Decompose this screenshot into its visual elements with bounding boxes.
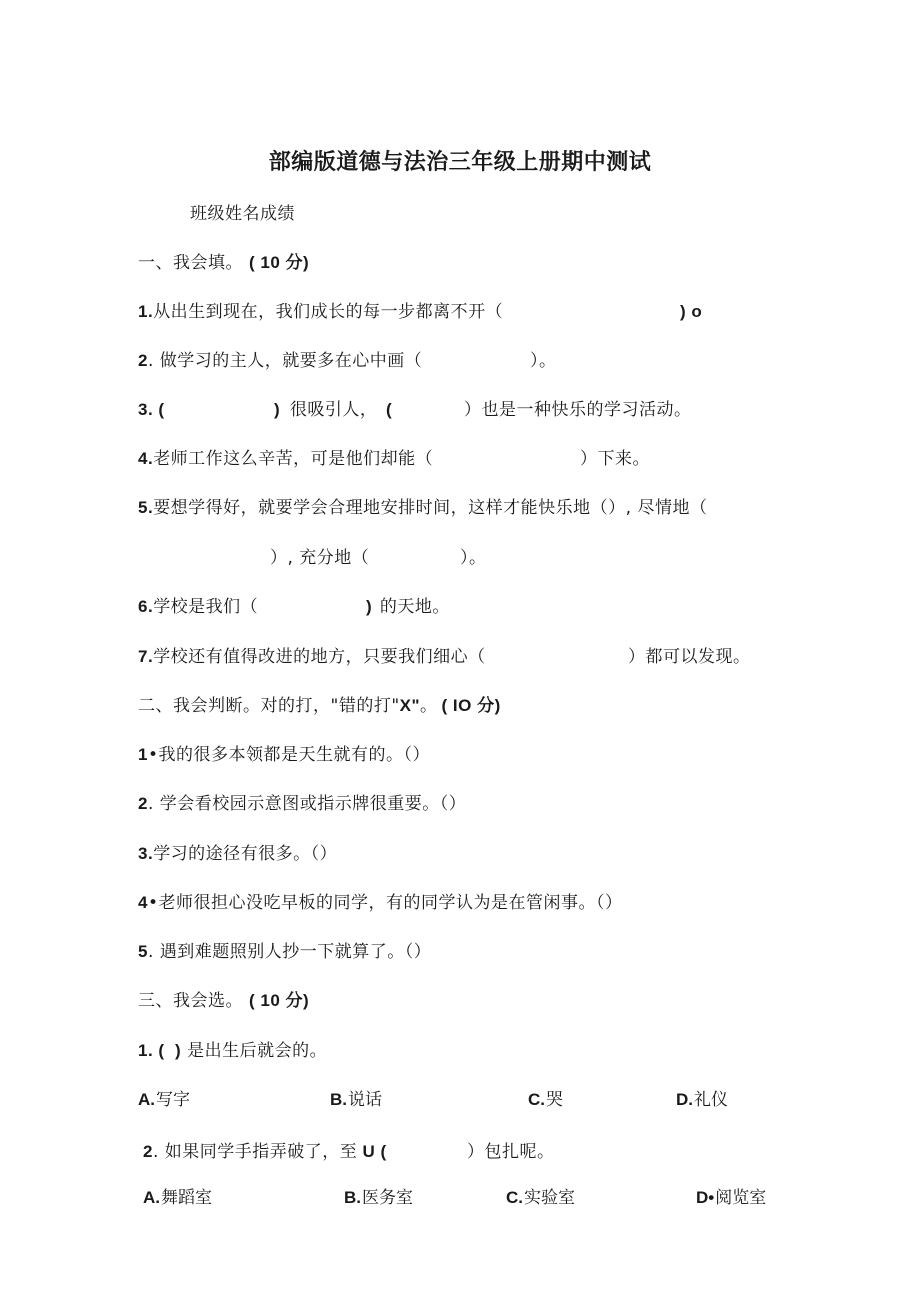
q7-text: 学校还有值得改进的地方，只要我们细心（	[153, 647, 486, 667]
option-b	[330, 1088, 382, 1112]
q4-number: 4.	[138, 449, 154, 468]
option-text: 舞蹈室	[161, 1188, 212, 1208]
section2-item-number: 4	[138, 893, 148, 912]
option-b	[344, 1186, 413, 1210]
option-letter: D•	[696, 1188, 715, 1207]
q1-text: 从出生到现在，我们成长的每一步都离不开（	[153, 302, 504, 322]
q6-bracket-close: )	[366, 597, 373, 616]
section1-q7	[138, 645, 751, 669]
option-c	[506, 1186, 575, 1210]
section2-heading	[138, 694, 501, 718]
option-text: 实验室	[524, 1188, 575, 1208]
section2-item	[138, 743, 430, 767]
section1-q6	[138, 595, 450, 619]
section1-q3	[138, 398, 692, 422]
page-title: 部编版道德与法治三年级上册期中测试	[268, 150, 652, 175]
s3-q2-bold: U (	[357, 1142, 387, 1161]
section3-heading-text: 三、我会选。	[138, 991, 243, 1011]
option-text: 写字	[156, 1090, 190, 1110]
q3-middle-text: 很吸引人，	[284, 400, 378, 420]
student-info-line: 班级姓名成绩	[190, 204, 295, 224]
q2-text: . 做学习的主人，就要多在心中画（	[147, 351, 423, 371]
option-letter: B.	[330, 1090, 347, 1109]
section3-q2	[143, 1140, 555, 1164]
section2-heading-text: 二、我会判断。对的打，"错的打"	[138, 696, 400, 716]
s3-q2-text: . 如果同学手指弄破了，至	[152, 1142, 358, 1162]
section1-q4	[138, 447, 650, 471]
q6-number: 6.	[138, 597, 154, 616]
q3-number: 3. (	[138, 400, 165, 419]
section3-heading	[138, 989, 309, 1013]
q1-end: ) o	[680, 302, 703, 321]
section3-heading-score: ( 10 分)	[249, 991, 310, 1010]
section1-q5-continued	[270, 546, 487, 570]
option-a	[143, 1186, 212, 1210]
q3-bracket-open: (	[386, 400, 393, 419]
s3-q1-number: 1. ( )	[138, 1041, 182, 1060]
q3-bracket-close: )	[274, 400, 281, 419]
q5-number: 5.	[138, 498, 154, 517]
section2-item	[138, 940, 431, 964]
q5-continuation-b: ）。	[460, 548, 487, 568]
section2-item-number: 1	[138, 745, 148, 764]
q7-number: 7.	[138, 647, 154, 666]
section1-q2	[138, 349, 557, 373]
section1-heading-score: ( 10 分)	[249, 253, 310, 272]
section1-q1	[138, 300, 703, 324]
option-text: 阅览室	[715, 1188, 767, 1208]
option-text: 医务室	[362, 1188, 413, 1208]
q4-text: 老师工作这么辛苦，可是他们却能（	[153, 449, 434, 469]
section2-item-number: 2	[138, 794, 148, 813]
q1-number: 1.	[138, 302, 154, 321]
q6-end: 的天地。	[374, 597, 450, 617]
section2-item-text: 学习的途径有很多。（）	[153, 844, 338, 864]
option-letter: C.	[528, 1090, 545, 1109]
q4-end: ）下来。	[580, 449, 650, 469]
s3-q2-end: ）包扎呢。	[467, 1142, 555, 1162]
option-letter: A.	[143, 1188, 160, 1207]
section1-q5	[138, 496, 708, 520]
option-text: 哭	[546, 1090, 563, 1110]
section2-item	[138, 842, 337, 866]
section1-heading-text: 一、我会填。	[138, 253, 243, 273]
section2-item-number: 3.	[138, 844, 154, 863]
option-d	[676, 1088, 728, 1112]
section2-item	[138, 792, 466, 816]
section2-heading-bold: X"	[399, 696, 421, 715]
q2-end: ）。	[530, 351, 557, 371]
section2-item-text: •老师很担心没吃早板的同学，有的同学认为是在管闲事。（）	[147, 893, 623, 913]
option-letter: B.	[344, 1188, 361, 1207]
option-d	[696, 1186, 766, 1210]
option-letter: A.	[138, 1090, 155, 1109]
section2-item	[138, 891, 623, 915]
section2-item-text: •我的很多本领都是天生就有的。（）	[147, 745, 430, 765]
q6-text: 学校是我们（	[153, 597, 259, 617]
option-text: 说话	[348, 1090, 382, 1110]
section2-item-text: . 学会看校园示意图或指示牌很重要。（）	[147, 794, 467, 814]
q5-continuation-a: ）, 充分地（	[270, 548, 370, 568]
section3-q1	[138, 1039, 327, 1063]
s3-q1-text: 是出生后就会的。	[181, 1041, 328, 1061]
option-text: 礼仪	[694, 1090, 728, 1110]
section2-item-text: . 遇到难题照别人抄一下就算了。（）	[147, 942, 432, 962]
q7-end: ）都可以发现。	[628, 647, 751, 667]
section1-heading	[138, 251, 309, 275]
section2-heading-score: ( IO 分)	[441, 696, 501, 715]
s3-q2-number: 2	[143, 1142, 153, 1161]
option-letter: D.	[676, 1090, 693, 1109]
q3-end-text: ）也是一种快乐的学习活动。	[464, 400, 692, 420]
q5-text: 要想学得好，就要学会合理地安排时间，这样才能快乐地（）, 尽情地（	[153, 498, 708, 518]
q2-number: 2	[138, 351, 148, 370]
section2-heading-tail: 。	[420, 696, 438, 716]
option-letter: C.	[506, 1188, 523, 1207]
section2-item-number: 5	[138, 942, 148, 961]
option-a	[138, 1088, 190, 1112]
option-c	[528, 1088, 563, 1112]
